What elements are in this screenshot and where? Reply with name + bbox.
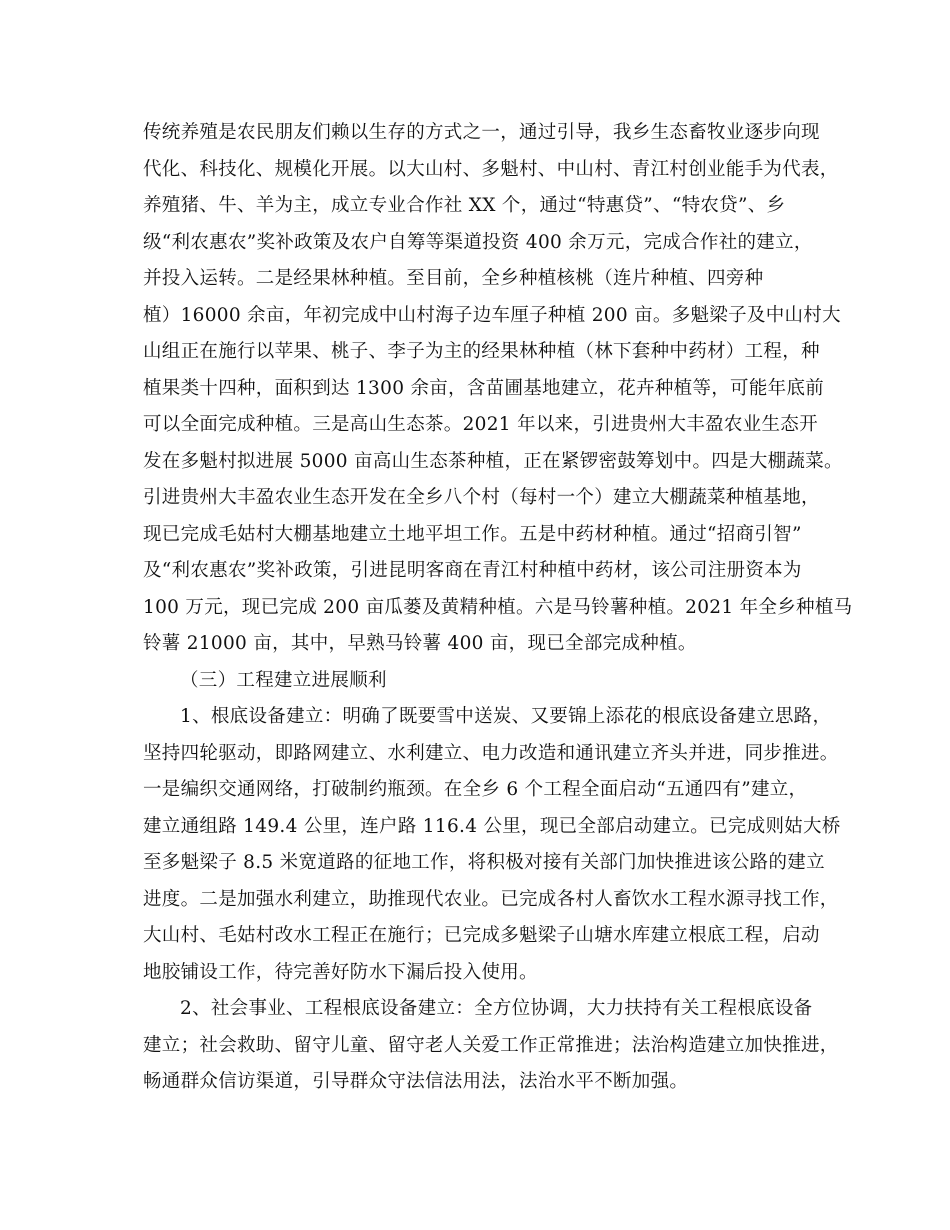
text-line: 至多魁梁子 8.5 米宽道路的征地工作，将积极对接有关部门加快推进该公路的建立 bbox=[143, 852, 825, 873]
text-line: 一是编织交通网络，打破制约瓶颈。在全乡 6 个工程全面启动“五通四有”建立， bbox=[143, 779, 808, 800]
text-line: 养殖猪、牛、羊为主，成立专业合作社 XX 个，通过“特惠贷”、“特农贷”、乡 bbox=[143, 195, 786, 216]
text-line: 进度。二是加强水利建立，助推现代农业。已完成各村人畜饮水工程水源寻找工作， bbox=[143, 888, 839, 910]
text-line: 大山村、毛姑村改水工程正在施行；已完成多魁梁子山塘水库建立根底工程，启动 bbox=[143, 925, 820, 946]
text-line: 2、社会事业、工程根底设备建立：全方位协调，大力扶持有关工程根底设备 bbox=[180, 998, 813, 1019]
text-line: 植果类十四种，面积到达 1300 余亩，含苗圃基地建立，花卉种植等，可能年底前 bbox=[143, 377, 825, 399]
text-line: 发在多魁村拟进展 5000 亩高山生态茶种植，正在紧锣密鼓筹划中。四是大棚蔬菜。 bbox=[143, 450, 843, 472]
text-line: 铃薯 21000 亩，其中，早熟马铃薯 400 亩，现已全部完成种植。 bbox=[143, 633, 697, 654]
text-line: 地胶铺设工作，待完善好防水下漏后投入使用。 bbox=[143, 961, 538, 983]
text-line: 级“利农惠农”奖补政策及农户自筹等渠道投资 400 余万元，完成合作社的建立， bbox=[143, 231, 813, 253]
text-line: 坚持四轮驱动，即路网建立、水利建立、电力改造和通讯建立齐头并进，同步推进。 bbox=[143, 742, 839, 764]
text-line: 传统养殖是农民朋友们赖以生存的方式之一，通过引导，我乡生态畜牧业逐步向现 bbox=[143, 122, 820, 143]
text-line: 代化、科技化、规模化开展。以大山村、多魁村、中山村、青江村创业能手为代表， bbox=[143, 158, 839, 180]
text-line: 及“利农惠农”奖补政策，引进昆明客商在青江村种植中药材，该公司注册资本为 bbox=[143, 560, 802, 581]
section-heading: （三）工程建立进展顺利 bbox=[180, 669, 387, 691]
text-line: 100 万元，现已完成 200 亩瓜蒌及黄精种植。六是马铃薯种植。2021 年全乡种植马 bbox=[143, 596, 853, 618]
text-line: 可以全面完成种植。三是高山生态茶。2021 年以来，引进贵州大丰盈农业生态开 bbox=[143, 414, 818, 435]
text-line: 引进贵州大丰盈农业生态开发在全乡八个村（每村一个）建立大棚蔬菜种植基地， bbox=[143, 487, 820, 508]
text-line: 建立；社会救助、留守儿童、留守老人关爱工作正常推进；法治构造建立加快推进， bbox=[143, 1034, 839, 1056]
text-line: 现已完成毛姑村大棚基地建立土地平坦工作。五是中药材种植。通过“招商引智” bbox=[143, 523, 802, 545]
text-line: 1、根底设备建立：明确了既要雪中送炭、又要锦上添花的根底设备建立思路， bbox=[180, 706, 832, 727]
text-line: 植）16000 余亩，年初完成中山村海子边车厘子种植 200 亩。多魁梁子及中山村大 bbox=[143, 304, 841, 326]
text-line: 建立通组路 149.4 公里，连户路 116.4 公里，现已全部启动建立。已完成则姑大桥 bbox=[143, 815, 841, 837]
text-line: 山组正在施行以苹果、桃子、李子为主的经果林种植（林下套种中药材）工程，种 bbox=[143, 341, 820, 362]
text-line: 畅通群众信访渠道，引导群众守法信法用法，法治水平不断加强。 bbox=[143, 1071, 689, 1092]
text-line: 并投入运转。二是经果林种植。至目前，全乡种植核桃（连片种植、四旁种 bbox=[143, 268, 764, 289]
